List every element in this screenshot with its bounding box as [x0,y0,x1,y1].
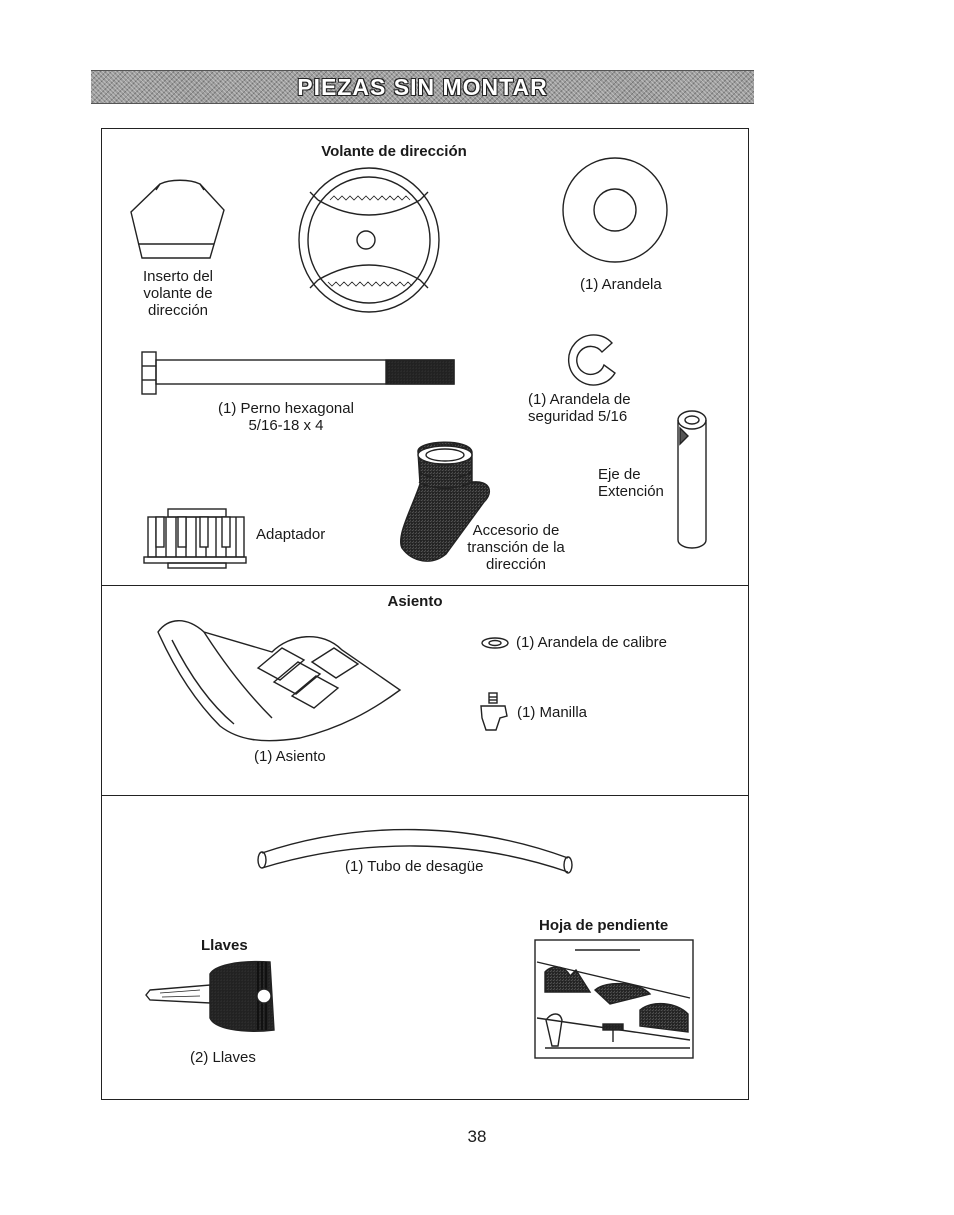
extension-label-line: Extención [598,483,664,500]
bolt-label-line: 5/16-18 x 4 [248,417,324,434]
knob-label: (1) Manilla [517,704,588,721]
lock-washer-icon [569,335,615,385]
steering-section-title: Volante de dirección [321,143,467,160]
drain-tube-label: (1) Tubo de desagüe [345,858,484,875]
insert-label-line: volante de [143,285,213,302]
transition-label [456,522,576,573]
knob-icon [481,693,507,730]
steering-insert-icon [131,180,224,258]
insert-label-line: Inserto del [142,268,214,285]
lock-washer-label-line: (1) Arandela de [528,391,631,408]
bolt-label [196,400,376,434]
adapter-icon [144,509,246,568]
hex-bolt-icon [142,352,454,394]
steering-wheel-icon [299,168,439,312]
key-icon [146,962,274,1032]
washer-label: (1) Arandela [580,276,662,293]
washer-icon [563,158,667,262]
extension-label-line: Eje de [598,466,641,483]
keys-title: Llaves [201,937,248,954]
seat-icon [158,621,400,741]
insert-label-line: dirección [147,302,209,319]
page-number: 38 [467,1127,487,1146]
seat-section-title: Asiento [387,593,443,610]
extension-shaft-icon [678,411,706,548]
gauge-washer-icon [482,638,508,648]
transition-label-line: Accesorio de [472,522,560,539]
transition-label-line: dirección [485,556,547,573]
bolt-label-line: (1) Perno hexagonal [218,400,354,417]
extension-label [598,466,664,500]
transition-label-line: transción de la [467,539,565,556]
keys-label: (2) Llaves [190,1049,256,1066]
seat-label: (1) Asiento [254,748,326,765]
lock-washer-label-line: seguridad 5/16 [528,408,628,425]
slope-guide-title: Hoja de pendiente [539,917,669,934]
insert-label [126,268,230,319]
page-title: PIEZAS SIN MONTAR [297,74,548,100]
gauge-washer-label: (1) Arandela de calibre [516,634,667,651]
slope-guide-icon [535,940,693,1058]
adapter-label: Adaptador [256,526,326,543]
lock-washer-label [528,391,631,425]
